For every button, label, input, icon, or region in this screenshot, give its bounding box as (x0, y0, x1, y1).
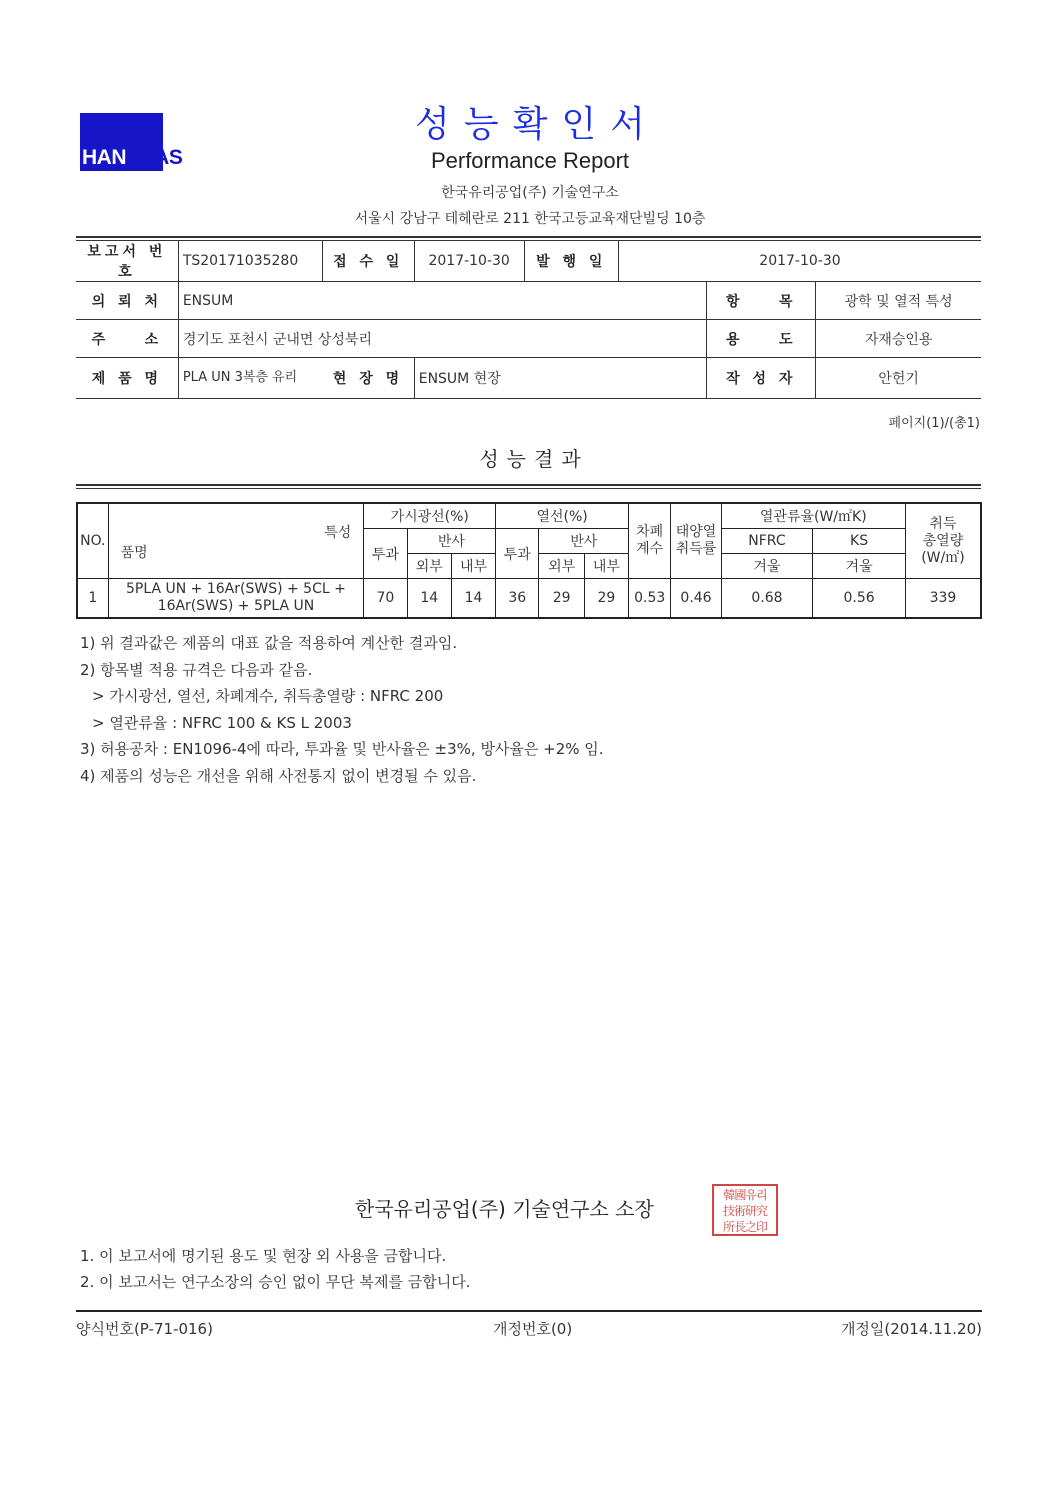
solar-reflect-header: 반사 (539, 529, 629, 554)
total-heat-gain: 339 (905, 579, 981, 619)
table-row (77, 579, 981, 619)
issued-date-label: 발 행 일 (524, 241, 618, 282)
organization-address: 서울시 강남구 테헤란로 211 한국고등교육재단빌딩 10층 (354, 211, 706, 227)
seal-line1: 韓國유리 (723, 1188, 767, 1202)
note-item: 1) 위 결과값은 제품의 대표 값을 적용하여 계산한 결과임. (80, 634, 458, 652)
performance-results-table (76, 502, 982, 619)
info-row-address (76, 320, 981, 358)
organization-name: 한국유리공업(주) 기술연구소 (441, 185, 619, 201)
col-product-header (108, 503, 364, 579)
seal-line2: 技術研究 (722, 1204, 767, 1218)
notes-list (80, 630, 604, 789)
visible-inner-header: 내부 (451, 554, 495, 579)
header-row-1 (77, 503, 981, 529)
client-label: 의 뢰 처 (76, 282, 178, 320)
logo-han: HAN (82, 146, 126, 169)
note-item: > 가시광선, 열선, 차폐계수, 취득총열량 : NFRC 200 (92, 687, 444, 705)
warning-item: 2. 이 보고서는 연구소장의 승인 없이 무단 복제를 금합니다. (80, 1273, 471, 1291)
visible-reflect-inner: 14 (451, 579, 495, 619)
logo-glas: GLAS (126, 146, 183, 169)
row-product (108, 579, 364, 619)
page-number: 페이지(1)/(총1) (888, 416, 980, 431)
warning-item: 1. 이 보고서에 명기된 용도 및 현장 외 사용을 금합니다. (80, 1247, 447, 1265)
shading-coefficient: 0.53 (629, 579, 671, 619)
author-label: 작 성 자 (707, 358, 816, 399)
client-value: ENSUM (178, 282, 706, 320)
footer-divider (76, 1310, 982, 1312)
document-title-korean: 성능확인서 (415, 104, 659, 145)
col-no-header: NO. (77, 503, 108, 579)
solar-reflect-outer: 29 (539, 579, 584, 619)
u-ks-winter-header: 겨울 (813, 554, 906, 579)
shading-line2: 계수 (636, 541, 664, 557)
visible-transmit-header: 투과 (364, 529, 407, 579)
note-item: 4) 제품의 성능은 개선을 위해 사전통지 없이 변경될 수 있음. (80, 766, 477, 785)
solar-header: 열선(%) (496, 503, 629, 529)
u-value-nfrc: 0.68 (721, 579, 813, 619)
shgc-line1: 태양열 (675, 524, 717, 540)
solar-reflect-inner: 29 (584, 579, 628, 619)
revision-date: 개정일(2014.11.20) (840, 1320, 982, 1338)
gain-line2: 총열량 (922, 532, 964, 549)
issued-date-value: 2017-10-30 (618, 241, 981, 282)
u-value-ks: 0.56 (813, 579, 906, 619)
note-item: 2) 항목별 적용 규격은 다음과 같음. (80, 660, 313, 679)
report-no-value: TS20171035280 (178, 241, 322, 282)
received-date-value: 2017-10-30 (414, 241, 524, 282)
results-section-title: 성능결과 (479, 447, 589, 471)
shading-coefficient-header (629, 503, 671, 579)
item-label: 항 목 (707, 282, 816, 320)
author-value: 안헌기 (816, 358, 981, 399)
u-ks-header: KS (813, 529, 906, 554)
site-label: 현 장 명 (322, 358, 414, 399)
gain-line3: (W/㎡) (921, 549, 965, 566)
product-line2: 16Ar(SWS) + 5PLA UN (157, 598, 315, 614)
site-value: ENSUM 현장 (414, 358, 706, 399)
u-value-header: 열관류율(W/㎡K) (721, 503, 905, 529)
visible-reflect-header: 반사 (407, 529, 496, 554)
product-value: PLA UN 3복층 유리 (178, 358, 322, 399)
u-nfrc-winter-header: 겨울 (721, 554, 813, 579)
info-row-client (76, 282, 981, 320)
usage-warnings (80, 1243, 471, 1295)
info-row-product (76, 358, 981, 399)
note-item: > 열관류율 : NFRC 100 & KS L 2003 (92, 713, 352, 732)
product-line1: 5PLA UN + 16Ar(SWS) + 5CL + (126, 581, 346, 597)
official-seal-stamp (712, 1184, 778, 1236)
shgc-line2: 취득률 (675, 541, 717, 557)
solar-transmit-header: 투과 (496, 529, 539, 579)
address-label: 주 소 (76, 320, 178, 358)
visible-outer-header: 외부 (407, 554, 451, 579)
use-label: 용 도 (707, 320, 816, 358)
property-label: 특성 (324, 525, 352, 541)
document-title-english: Performance Report (430, 148, 630, 173)
address-value: 경기도 포천시 군내면 상성북리 (178, 320, 706, 358)
row-no: 1 (77, 579, 108, 619)
report-no-label: 보고서 번호 (76, 241, 178, 282)
item-value: 광학 및 열적 특성 (816, 282, 981, 320)
signature-line: 한국유리공업(주) 기술연구소 소장 (355, 1197, 654, 1221)
revision-number: 개정번호(0) (493, 1320, 573, 1338)
info-row-report (76, 241, 981, 282)
visible-light-header: 가시광선(%) (364, 503, 496, 529)
seal-line3: 所長之印 (722, 1220, 767, 1234)
visible-reflect-outer: 14 (407, 579, 451, 619)
solar-outer-header: 외부 (539, 554, 584, 579)
product-name-label: 품명 (120, 545, 148, 561)
report-info-table (76, 241, 981, 399)
u-nfrc-header: NFRC (721, 529, 813, 554)
gain-line1: 취득 (929, 515, 957, 532)
form-number: 양식번호(P-71-016) (76, 1320, 213, 1338)
solar-inner-header: 내부 (584, 554, 628, 579)
visible-transmittance: 70 (364, 579, 407, 619)
shading-line1: 차폐 (636, 524, 664, 540)
use-value: 자재승인용 (816, 320, 981, 358)
received-date-label: 접 수 일 (322, 241, 414, 282)
note-item: 3) 허용공차 : EN1096-4에 따라, 투과율 및 반사율은 ±3%, 방사율은 +2% 임. (80, 740, 604, 758)
shgc-value: 0.46 (671, 579, 721, 619)
solar-transmittance: 36 (496, 579, 539, 619)
shgc-header (671, 503, 721, 579)
results-divider (76, 484, 981, 489)
product-label: 제 품 명 (76, 358, 178, 399)
total-heat-gain-header (905, 503, 981, 579)
